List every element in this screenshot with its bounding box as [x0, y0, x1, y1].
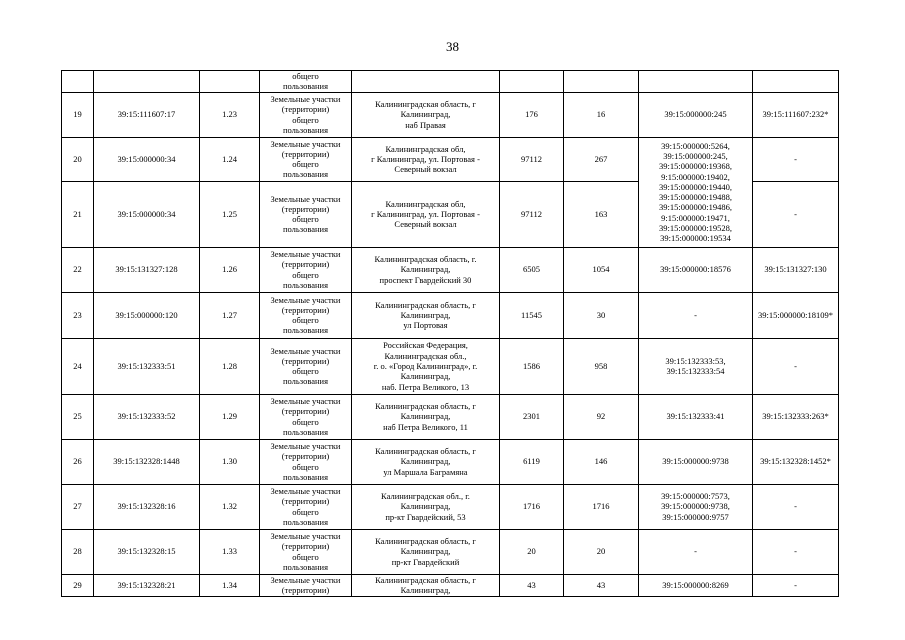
- table-row: [62, 529, 839, 574]
- cadastral-number: 39:15:000000:34: [94, 181, 200, 247]
- building-line: 9:15:000000:19402,: [661, 171, 730, 182]
- table-row: [62, 92, 839, 137]
- row-number: 27: [62, 484, 94, 529]
- purpose-cell: [260, 92, 352, 137]
- area-cell: 20: [500, 529, 564, 574]
- zone-code: 1.34: [200, 574, 260, 596]
- zone-code: 1.23: [200, 92, 260, 137]
- related-cell: 39:15:111607:232*: [753, 92, 839, 137]
- purpose-line: общего: [292, 551, 319, 562]
- address-line: Калининградская обл,: [385, 198, 466, 209]
- purpose-line: (территории): [281, 496, 330, 507]
- building-line: 39:15:132333:54: [666, 366, 725, 377]
- address-cell: [352, 92, 500, 137]
- area-cell: 6505: [500, 247, 564, 292]
- area2-cell: 1716: [564, 484, 639, 529]
- building-line: 39:15:000000:5264,: [661, 140, 730, 151]
- address-cell: [352, 247, 500, 292]
- related-cell: -: [753, 338, 839, 394]
- purpose-line: пользования: [282, 561, 329, 572]
- area2-cell: 43: [564, 574, 639, 596]
- cadastral-number: 39:15:131327:128: [94, 247, 200, 292]
- related-cell: 39:15:131327:130: [753, 247, 839, 292]
- related-cell: [753, 71, 839, 93]
- area2-cell: 30: [564, 292, 639, 338]
- address-line: Российская Федерация,: [383, 340, 468, 351]
- purpose-cell: [260, 71, 352, 93]
- purpose-line: общего: [292, 416, 319, 427]
- building-line: 39:15:000000:19368,: [659, 161, 732, 172]
- related-cell: 39:15:132328:1452*: [753, 439, 839, 484]
- related-cell: -: [753, 484, 839, 529]
- cadastral-number: 39:15:000000:34: [94, 137, 200, 181]
- purpose-line: (территории): [281, 304, 330, 315]
- address-line: пр-кт Гвардейский: [391, 556, 460, 567]
- building-line: 39:15:000000:19486,: [659, 202, 732, 213]
- purpose-line: (территории): [281, 259, 330, 270]
- address-line: Калининградская область, г: [375, 401, 476, 412]
- address-cell: [352, 292, 500, 338]
- cadastral-number: 39:15:111607:17: [94, 92, 200, 137]
- area-cell: 43: [500, 574, 564, 596]
- purpose-line: Земельные участки: [270, 396, 341, 406]
- purpose-cell: [260, 574, 352, 596]
- row-number: 21: [62, 181, 94, 247]
- address-line: ул Маршала Баграмяна: [383, 466, 468, 477]
- area-cell: 1586: [500, 338, 564, 394]
- area-cell: 176: [500, 92, 564, 137]
- purpose-cell: [260, 394, 352, 439]
- purpose-line: пользования: [282, 426, 329, 437]
- building-line: 39:15:000000:7573,: [661, 491, 730, 502]
- address-line: Калининград,: [400, 456, 451, 467]
- buildings-cell: 39:15:132333:41: [639, 394, 753, 439]
- zone-code: 1.24: [200, 137, 260, 181]
- address-line: Калининградская область, г: [375, 299, 476, 310]
- address-line: Калининградская область, г: [375, 99, 476, 110]
- purpose-cell: [260, 338, 352, 394]
- purpose-line: (территории): [281, 406, 330, 417]
- address-cell: [352, 181, 500, 247]
- address-line: Северный вокзал: [394, 164, 457, 175]
- purpose-cell: [260, 137, 352, 181]
- cadastral-number: 39:15:132328:1448: [94, 439, 200, 484]
- purpose-line: пользования: [282, 516, 329, 527]
- address-line: Калининград,: [400, 411, 451, 422]
- purpose-line: пользования: [282, 471, 329, 482]
- area2-cell: 146: [564, 439, 639, 484]
- purpose-line: пользования: [282, 224, 329, 235]
- zone-code: 1.33: [200, 529, 260, 574]
- building-line: 39:15:000000:9738,: [661, 501, 730, 512]
- area2-cell: 267: [564, 137, 639, 181]
- area-cell: 2301: [500, 394, 564, 439]
- purpose-cell: [260, 439, 352, 484]
- related-cell: -: [753, 529, 839, 574]
- table-row: [62, 137, 839, 181]
- building-line: 39:15:000000:19528,: [659, 222, 732, 233]
- area2-cell: 163: [564, 181, 639, 247]
- purpose-line: пользования: [282, 124, 329, 135]
- purpose-line: (территории): [281, 355, 330, 366]
- purpose-line: (территории): [281, 585, 330, 596]
- zone-code: 1.25: [200, 181, 260, 247]
- buildings-cell: [639, 71, 753, 93]
- table-row: [62, 394, 839, 439]
- purpose-line: Земельные участки: [270, 138, 341, 149]
- building-line: 39:15:000000:19488,: [659, 192, 732, 203]
- buildings-cell-merged: [639, 137, 753, 247]
- table-row: [62, 484, 839, 529]
- address-cell: [352, 71, 500, 93]
- purpose-line: Земельные участки: [270, 531, 341, 541]
- buildings-cell: -: [639, 292, 753, 338]
- purpose-line: пользования: [282, 279, 329, 290]
- address-line: г Калининград, ул. Портовая -: [371, 153, 480, 164]
- area-cell: [500, 71, 564, 93]
- row-number: 22: [62, 247, 94, 292]
- purpose-line: (территории): [281, 148, 330, 159]
- address-line: Калининградская обл,: [385, 143, 466, 154]
- area-cell: 1716: [500, 484, 564, 529]
- area-cell: 11545: [500, 292, 564, 338]
- purpose-line: Земельные участки: [270, 486, 341, 496]
- building-line: 9:15:000000:19471,: [661, 212, 730, 223]
- row-number: 24: [62, 338, 94, 394]
- row-number: [62, 71, 94, 93]
- purpose-cell: [260, 292, 352, 338]
- related-cell: -: [753, 574, 839, 596]
- address-cell: [352, 137, 500, 181]
- table-row: [62, 292, 839, 338]
- area-cell: 97112: [500, 181, 564, 247]
- purpose-line: Земельные участки: [270, 193, 341, 204]
- cadastral-number: 39:15:132328:15: [94, 529, 200, 574]
- address-line: ул Портовая: [403, 320, 448, 331]
- purpose-line: общего: [292, 506, 319, 517]
- building-line: 39:15:000000:245,: [663, 150, 728, 161]
- land-plots-table: [61, 70, 839, 597]
- zone-code: 1.28: [200, 338, 260, 394]
- cadastral-number: [94, 71, 200, 93]
- area-cell: 97112: [500, 137, 564, 181]
- zone-code: 1.26: [200, 247, 260, 292]
- buildings-cell: 39:15:000000:9738: [639, 439, 753, 484]
- address-cell: [352, 574, 500, 596]
- zone-code: 1.27: [200, 292, 260, 338]
- purpose-line: Земельные участки: [270, 574, 341, 585]
- purpose-cell: [260, 484, 352, 529]
- row-number: 26: [62, 439, 94, 484]
- row-number: 19: [62, 92, 94, 137]
- buildings-cell: [639, 338, 753, 394]
- purpose-line: пользования: [282, 376, 329, 387]
- address-line: проспект Гвардейский 30: [379, 274, 472, 285]
- address-line: наб. Петра Великого, 13: [381, 381, 470, 392]
- table-row: [62, 439, 839, 484]
- address-line: наб Правая: [405, 119, 446, 130]
- address-cell: [352, 439, 500, 484]
- address-line: Калининград,: [400, 546, 451, 557]
- building-line: 39:15:000000:19534: [660, 233, 731, 244]
- cadastral-number: 39:15:000000:120: [94, 292, 200, 338]
- address-line: пр-кт Гвардейский, 53: [385, 511, 466, 522]
- purpose-cell: [260, 529, 352, 574]
- purpose-line: общего: [292, 461, 319, 472]
- purpose-line: общего: [292, 114, 319, 125]
- address-line: Калининград,: [400, 309, 451, 320]
- cadastral-number: 39:15:132333:52: [94, 394, 200, 439]
- purpose-line: (территории): [281, 203, 330, 214]
- address-cell: [352, 484, 500, 529]
- purpose-line: общего: [292, 214, 319, 225]
- cadastral-number: 39:15:132328:21: [94, 574, 200, 596]
- purpose-line: общего: [292, 269, 319, 280]
- purpose-cell: [260, 247, 352, 292]
- purpose-line: общего: [292, 366, 319, 377]
- area2-cell: 16: [564, 92, 639, 137]
- zone-code: 1.29: [200, 394, 260, 439]
- area2-cell: 1054: [564, 247, 639, 292]
- buildings-cell: 39:15:000000:245: [639, 92, 753, 137]
- building-line: 39:15:000000:19440,: [659, 181, 732, 192]
- address-line: Калининградская область, г.: [374, 254, 477, 265]
- purpose-line: Земельные участки: [270, 94, 341, 104]
- address-line: Калининград,: [400, 371, 451, 382]
- purpose-line: Земельные участки: [270, 441, 341, 451]
- row-number: 28: [62, 529, 94, 574]
- cadastral-number: 39:15:132333:51: [94, 338, 200, 394]
- table-row: [62, 71, 839, 93]
- area2-cell: 20: [564, 529, 639, 574]
- row-number: 29: [62, 574, 94, 596]
- table-row: [62, 338, 839, 394]
- zone-code: 1.30: [200, 439, 260, 484]
- address-line: Калининград,: [400, 109, 451, 120]
- buildings-cell: -: [639, 529, 753, 574]
- purpose-line: пользования: [282, 325, 329, 336]
- address-line: г Калининград, ул. Портовая -: [371, 208, 480, 219]
- row-number: 25: [62, 394, 94, 439]
- purpose-line: Земельные участки: [270, 345, 341, 356]
- area2-cell: 958: [564, 338, 639, 394]
- purpose-line: пользования: [282, 81, 329, 92]
- address-cell: [352, 529, 500, 574]
- area2-cell: 92: [564, 394, 639, 439]
- address-line: наб Петра Великого, 11: [383, 421, 468, 432]
- purpose-line: (территории): [281, 104, 330, 115]
- buildings-cell: 39:15:000000:18576: [639, 247, 753, 292]
- page-number: 38: [446, 39, 459, 54]
- purpose-line: (территории): [281, 451, 330, 462]
- address-line: Калининград,: [400, 585, 451, 596]
- area-cell: 6119: [500, 439, 564, 484]
- building-line: 39:15:000000:9757: [662, 511, 729, 522]
- related-cell: -: [753, 137, 839, 181]
- purpose-line: Земельные участки: [270, 249, 341, 259]
- purpose-line: общего: [292, 159, 319, 170]
- zone-code: 1.32: [200, 484, 260, 529]
- row-number: 23: [62, 292, 94, 338]
- table-row: [62, 574, 839, 596]
- zone-code: [200, 71, 260, 93]
- building-line: 39:15:132333:53,: [665, 355, 726, 366]
- table-row: [62, 247, 839, 292]
- row-number: 20: [62, 137, 94, 181]
- purpose-line: общего: [292, 71, 319, 81]
- area2-cell: [564, 71, 639, 93]
- buildings-cell: [639, 484, 753, 529]
- address-line: Калининград,: [400, 501, 451, 512]
- purpose-line: (территории): [281, 541, 330, 552]
- related-cell: -: [753, 181, 839, 247]
- address-line: Калининград,: [400, 264, 451, 275]
- address-line: Северный вокзал: [394, 219, 457, 230]
- purpose-line: общего: [292, 315, 319, 326]
- address-line: Калининградская область, г: [375, 536, 476, 547]
- address-line: Калининградская область, г: [375, 446, 476, 457]
- related-cell: 39:15:000000:18109*: [753, 292, 839, 338]
- address-line: Калининградская область, г: [375, 574, 476, 585]
- purpose-line: пользования: [282, 169, 329, 180]
- cadastral-number: 39:15:132328:16: [94, 484, 200, 529]
- purpose-line: Земельные участки: [270, 294, 341, 305]
- address-line: Калининградская обл.,: [384, 350, 467, 361]
- related-cell: 39:15:132333:263*: [753, 394, 839, 439]
- purpose-cell: [260, 181, 352, 247]
- address-cell: [352, 394, 500, 439]
- address-line: Калининградская обл., г.: [381, 491, 470, 502]
- address-cell: [352, 338, 500, 394]
- address-line: г. о. «Город Калининград», г.: [373, 360, 478, 371]
- buildings-cell: 39:15:000000:8269: [639, 574, 753, 596]
